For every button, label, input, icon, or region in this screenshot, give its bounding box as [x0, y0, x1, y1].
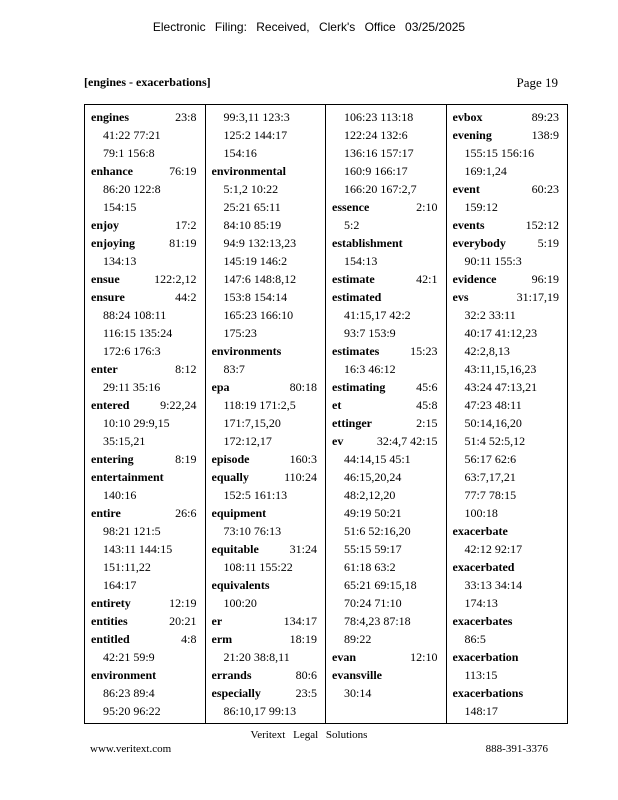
index-refs-continuation: 47:23 48:11 — [464, 398, 522, 412]
index-refs-continuation: 16:3 46:12 — [344, 362, 396, 376]
index-refs: 8:12 — [175, 362, 197, 376]
index-term: enhance — [91, 164, 133, 178]
index-refs-continuation: 88:24 108:11 — [103, 308, 167, 322]
index-term-line — [91, 360, 201, 378]
index-refs: 31:17,19 — [516, 290, 559, 304]
index-refs-continuation: 79:1 156:8 — [103, 146, 155, 160]
index-term-line — [212, 612, 322, 630]
index-refs — [317, 162, 321, 180]
index-refs — [438, 234, 442, 252]
index-refs-continuation: 148:17 — [464, 704, 498, 718]
index-refs-continuation: 145:19 146:2 — [223, 254, 288, 268]
index-term: evansville — [332, 668, 382, 682]
index-refs-continuation: 73:10 76:13 — [223, 524, 282, 538]
index-term-line — [212, 576, 322, 594]
index-term-line — [332, 666, 442, 684]
index-term: enter — [91, 362, 118, 376]
index-refs: 80:18 — [289, 380, 317, 394]
index-column-4 — [447, 105, 568, 723]
index-refs-continuation: 30:14 — [344, 686, 372, 700]
index-term-line — [332, 378, 442, 396]
index-refs-continuation: 98:21 121:5 — [103, 524, 161, 538]
index-refs-continuation: 56:17 62:6 — [464, 452, 517, 466]
index-refs-continuation: 174:13 — [464, 596, 498, 610]
index-refs-continuation: 166:20 167:2,7 — [344, 182, 417, 196]
index-term: estimate — [332, 272, 375, 286]
index-refs-continuation: 55:15 59:17 — [344, 542, 402, 556]
word-index-table — [84, 104, 568, 724]
index-term-line — [212, 378, 322, 396]
index-refs — [438, 666, 442, 684]
index-term-line — [453, 612, 564, 630]
index-refs-continuation: 35:15,21 — [103, 434, 146, 448]
index-refs-continuation: 63:7,17,21 — [464, 470, 516, 484]
index-term-line — [91, 468, 201, 486]
index-refs-continuation: 90:11 155:3 — [464, 254, 522, 268]
index-term: entered — [91, 398, 130, 412]
index-refs-continuation: 155:15 156:16 — [464, 146, 535, 160]
index-refs-continuation: 41:22 77:21 — [103, 128, 161, 142]
index-refs: 44:2 — [175, 290, 197, 304]
index-term-line — [453, 684, 564, 702]
index-term-line — [91, 666, 201, 684]
index-refs-continuation: 171:7,15,20 — [223, 416, 281, 430]
index-term: equitable — [211, 542, 259, 556]
index-term-line — [91, 594, 201, 612]
index-refs: 81:19 — [169, 236, 197, 250]
index-refs-continuation: 143:11 144:15 — [103, 542, 173, 556]
index-refs-continuation: 77:7 78:15 — [464, 488, 517, 502]
index-term-line — [212, 504, 322, 522]
index-term-line — [453, 216, 564, 234]
index-term: exacerbations — [452, 686, 524, 700]
index-term: entities — [91, 614, 128, 628]
index-refs: 32:4,7 42:15 — [376, 434, 438, 448]
index-term: evening — [452, 128, 492, 142]
index-term-line — [453, 108, 564, 126]
index-term-line — [212, 684, 322, 702]
index-term-line — [91, 504, 201, 522]
index-term-line — [453, 270, 564, 288]
index-term: exacerbation — [452, 650, 519, 664]
index-refs-continuation: 154:13 — [344, 254, 378, 268]
index-refs — [438, 288, 442, 306]
index-refs-continuation: 86:20 122:8 — [103, 182, 161, 196]
index-refs: 45:8 — [416, 398, 438, 412]
index-term: essence — [332, 200, 370, 214]
index-refs: 8:19 — [175, 452, 197, 466]
index-term: environments — [211, 344, 282, 358]
index-term-line — [453, 126, 564, 144]
index-term-line — [453, 180, 564, 198]
index-refs-continuation: 65:21 69:15,18 — [344, 578, 417, 592]
index-refs: 5:19 — [537, 236, 559, 250]
index-term-line — [453, 288, 564, 306]
index-term: environment — [91, 668, 157, 682]
index-term: equivalents — [211, 578, 270, 592]
index-term: evidence — [452, 272, 497, 286]
index-term: equipment — [211, 506, 267, 520]
index-refs-continuation: 116:15 135:24 — [103, 326, 173, 340]
index-refs-continuation: 153:8 154:14 — [223, 290, 288, 304]
index-refs-continuation: 42:12 92:17 — [464, 542, 523, 556]
index-refs-continuation: 48:2,12,20 — [344, 488, 396, 502]
index-refs-continuation: 29:11 35:16 — [103, 380, 161, 394]
index-refs: 23:5 — [295, 686, 317, 700]
index-term: errands — [211, 668, 252, 682]
index-refs-continuation: 152:5 161:13 — [223, 488, 288, 502]
index-refs-continuation: 33:13 34:14 — [464, 578, 523, 592]
index-term-line — [453, 522, 564, 540]
index-refs-continuation: 169:1,24 — [464, 164, 507, 178]
index-refs-continuation: 172:12,17 — [223, 434, 272, 448]
index-refs: 138:9 — [531, 128, 559, 142]
index-refs-continuation: 83:7 — [223, 362, 245, 376]
index-term-line — [332, 234, 442, 252]
index-term-line — [453, 234, 564, 252]
index-term-line — [91, 630, 201, 648]
index-refs: 60:23 — [531, 182, 559, 196]
index-refs-continuation: 151:11,22 — [103, 560, 151, 574]
index-refs-continuation: 43:11,15,16,23 — [464, 362, 537, 376]
index-refs: 31:24 — [289, 542, 317, 556]
index-term: event — [452, 182, 480, 196]
index-refs-continuation: 100:18 — [464, 506, 498, 520]
index-term: ensue — [91, 272, 120, 286]
index-refs: 2:10 — [416, 200, 438, 214]
index-refs-continuation: 51:4 52:5,12 — [464, 434, 526, 448]
index-term-line — [332, 270, 442, 288]
index-refs-continuation: 5:2 — [344, 218, 360, 232]
index-refs-continuation: 113:15 — [464, 668, 498, 682]
index-term-line — [332, 414, 442, 432]
index-term: ev — [332, 434, 344, 448]
index-column-2 — [206, 105, 327, 723]
index-term: exacerbated — [452, 560, 515, 574]
filing-stamp: Electronic Filing: Received, Clerk's Office 03/25/2025 — [152, 20, 466, 34]
index-refs-continuation: 44:14,15 45:1 — [344, 452, 411, 466]
index-refs-continuation: 86:23 89:4 — [103, 686, 155, 700]
index-term: epa — [211, 380, 230, 394]
index-term-line — [332, 198, 442, 216]
index-refs-continuation: 140:16 — [103, 488, 137, 502]
index-term: estimated — [332, 290, 382, 304]
index-refs-continuation: 134:13 — [103, 254, 137, 268]
index-term: ensure — [91, 290, 125, 304]
index-term-line — [212, 468, 322, 486]
index-term-line — [212, 342, 322, 360]
index-term-line — [453, 558, 564, 576]
index-refs-continuation: 154:16 — [223, 146, 257, 160]
index-refs-continuation: 25:21 65:11 — [223, 200, 281, 214]
index-term: enjoy — [91, 218, 119, 232]
index-term: equally — [211, 470, 249, 484]
index-refs-continuation: 51:6 52:16,20 — [344, 524, 411, 538]
index-term: everybody — [452, 236, 506, 250]
index-refs — [559, 684, 563, 702]
index-refs — [559, 558, 563, 576]
index-refs: 18:19 — [289, 632, 317, 646]
index-refs: 96:19 — [531, 272, 559, 286]
index-refs-continuation: 118:19 171:2,5 — [223, 398, 296, 412]
index-refs — [317, 342, 321, 360]
index-refs: 89:23 — [531, 110, 559, 124]
index-term-line — [91, 108, 201, 126]
index-term: events — [452, 218, 485, 232]
index-refs — [317, 504, 321, 522]
index-term: evbox — [452, 110, 483, 124]
index-refs-continuation: 100:20 — [223, 596, 257, 610]
index-refs-continuation: 95:20 96:22 — [103, 704, 161, 718]
index-refs-continuation: 106:23 113:18 — [344, 110, 414, 124]
index-column-1 — [85, 105, 206, 723]
index-refs-continuation: 165:23 166:10 — [223, 308, 294, 322]
index-term-line — [91, 162, 201, 180]
index-refs-continuation: 122:24 132:6 — [344, 128, 408, 142]
index-term: evan — [332, 650, 356, 664]
index-term: er — [211, 614, 223, 628]
index-refs: 17:2 — [175, 218, 197, 232]
index-refs: 4:8 — [181, 632, 197, 646]
index-refs-continuation: 160:9 166:17 — [344, 164, 408, 178]
index-refs — [317, 576, 321, 594]
index-refs: 2:15 — [416, 416, 438, 430]
index-term: engines — [91, 110, 130, 124]
index-term-line — [453, 648, 564, 666]
index-refs-continuation: 84:10 85:19 — [223, 218, 282, 232]
index-refs — [197, 666, 201, 684]
index-refs-continuation: 49:19 50:21 — [344, 506, 402, 520]
index-term: entire — [91, 506, 121, 520]
index-refs: 160:3 — [289, 452, 317, 466]
index-refs-continuation: 50:14,16,20 — [464, 416, 522, 430]
index-term: erm — [211, 632, 233, 646]
index-refs-continuation: 172:6 176:3 — [103, 344, 161, 358]
index-term: entertainment — [91, 470, 164, 484]
index-refs-continuation: 10:10 29:9,15 — [103, 416, 170, 430]
index-refs-continuation: 108:11 155:22 — [223, 560, 293, 574]
index-term: episode — [211, 452, 250, 466]
index-refs-continuation: 46:15,20,24 — [344, 470, 402, 484]
index-refs: 12:19 — [169, 596, 197, 610]
index-column-3 — [326, 105, 447, 723]
index-refs-continuation: 154:15 — [103, 200, 137, 214]
page-number: Page 19 — [516, 75, 558, 90]
index-refs-continuation: 94:9 132:13,23 — [223, 236, 297, 250]
footer-company: Veritext Legal Solutions — [250, 729, 368, 741]
index-term-line — [91, 396, 201, 414]
index-refs-continuation: 147:6 148:8,12 — [223, 272, 297, 286]
index-term: entirety — [91, 596, 131, 610]
index-refs-continuation: 41:15,17 42:2 — [344, 308, 411, 322]
index-term-line — [332, 342, 442, 360]
index-refs-continuation: 99:3,11 123:3 — [223, 110, 290, 124]
index-term-line — [332, 396, 442, 414]
index-refs: 110:24 — [284, 470, 317, 484]
index-refs-continuation: 70:24 71:10 — [344, 596, 402, 610]
index-term-line — [91, 450, 201, 468]
index-refs-continuation: 78:4,23 87:18 — [344, 614, 411, 628]
footer-phone: 888-391-3376 — [485, 743, 548, 755]
index-term-line — [91, 612, 201, 630]
index-refs — [559, 648, 563, 666]
index-term-line — [212, 540, 322, 558]
index-term-line — [332, 648, 442, 666]
index-term: ettinger — [332, 416, 372, 430]
index-range-label: [engines - exacerbations] — [84, 75, 211, 89]
index-refs: 15:23 — [410, 344, 438, 358]
index-refs-continuation: 61:18 63:2 — [344, 560, 396, 574]
index-refs: 80:6 — [295, 668, 317, 682]
index-term-line — [212, 450, 322, 468]
index-refs-continuation: 5:1,2 10:22 — [223, 182, 279, 196]
index-term-line — [91, 216, 201, 234]
index-refs-continuation: 93:7 153:9 — [344, 326, 396, 340]
index-refs: 76:19 — [169, 164, 197, 178]
index-refs-continuation: 159:12 — [464, 200, 498, 214]
index-refs-continuation: 86:5 — [464, 632, 486, 646]
index-term: environmental — [211, 164, 286, 178]
footer-website: www.veritext.com — [90, 743, 172, 755]
index-term-line — [212, 162, 322, 180]
index-refs-continuation: 136:16 157:17 — [344, 146, 414, 160]
index-refs — [197, 468, 201, 486]
index-term: enjoying — [91, 236, 136, 250]
index-refs — [559, 612, 563, 630]
index-refs: 42:1 — [416, 272, 438, 286]
index-refs: 26:6 — [175, 506, 197, 520]
index-refs: 45:6 — [416, 380, 438, 394]
index-term-line — [212, 666, 322, 684]
index-refs: 20:21 — [169, 614, 197, 628]
index-refs — [559, 522, 563, 540]
index-refs: 23:8 — [175, 110, 197, 124]
index-refs-continuation: 42:2,8,13 — [464, 344, 510, 358]
index-term: especially — [211, 686, 261, 700]
index-refs: 152:12 — [525, 218, 559, 232]
index-term: exacerbates — [452, 614, 513, 628]
index-term: establishment — [332, 236, 403, 250]
index-term: estimates — [332, 344, 380, 358]
index-term-line — [332, 288, 442, 306]
index-refs-continuation: 175:23 — [223, 326, 257, 340]
index-term-line — [212, 630, 322, 648]
index-refs-continuation: 164:17 — [103, 578, 137, 592]
index-refs: 134:17 — [283, 614, 317, 628]
index-term-line — [332, 432, 442, 450]
index-refs-continuation: 89:22 — [344, 632, 372, 646]
index-term-line — [91, 234, 201, 252]
index-refs-continuation: 86:10,17 99:13 — [223, 704, 297, 718]
index-term-line — [91, 288, 201, 306]
index-term: entering — [91, 452, 134, 466]
index-term-line — [91, 270, 201, 288]
index-refs-continuation: 21:20 38:8,11 — [223, 650, 290, 664]
index-refs-continuation: 40:17 41:12,23 — [464, 326, 538, 340]
index-term: estimating — [332, 380, 386, 394]
index-refs-continuation: 43:24 47:13,21 — [464, 380, 538, 394]
index-term: entitled — [91, 632, 130, 646]
index-refs: 12:10 — [410, 650, 438, 664]
index-refs-continuation: 32:2 33:11 — [464, 308, 516, 322]
index-term: evs — [452, 290, 469, 304]
index-refs-continuation: 125:2 144:17 — [223, 128, 288, 142]
index-term: et — [332, 398, 342, 412]
index-refs-continuation: 42:21 59:9 — [103, 650, 155, 664]
index-refs: 9:22,24 — [160, 398, 197, 412]
index-term: exacerbate — [452, 524, 508, 538]
index-refs: 122:2,12 — [154, 272, 197, 286]
